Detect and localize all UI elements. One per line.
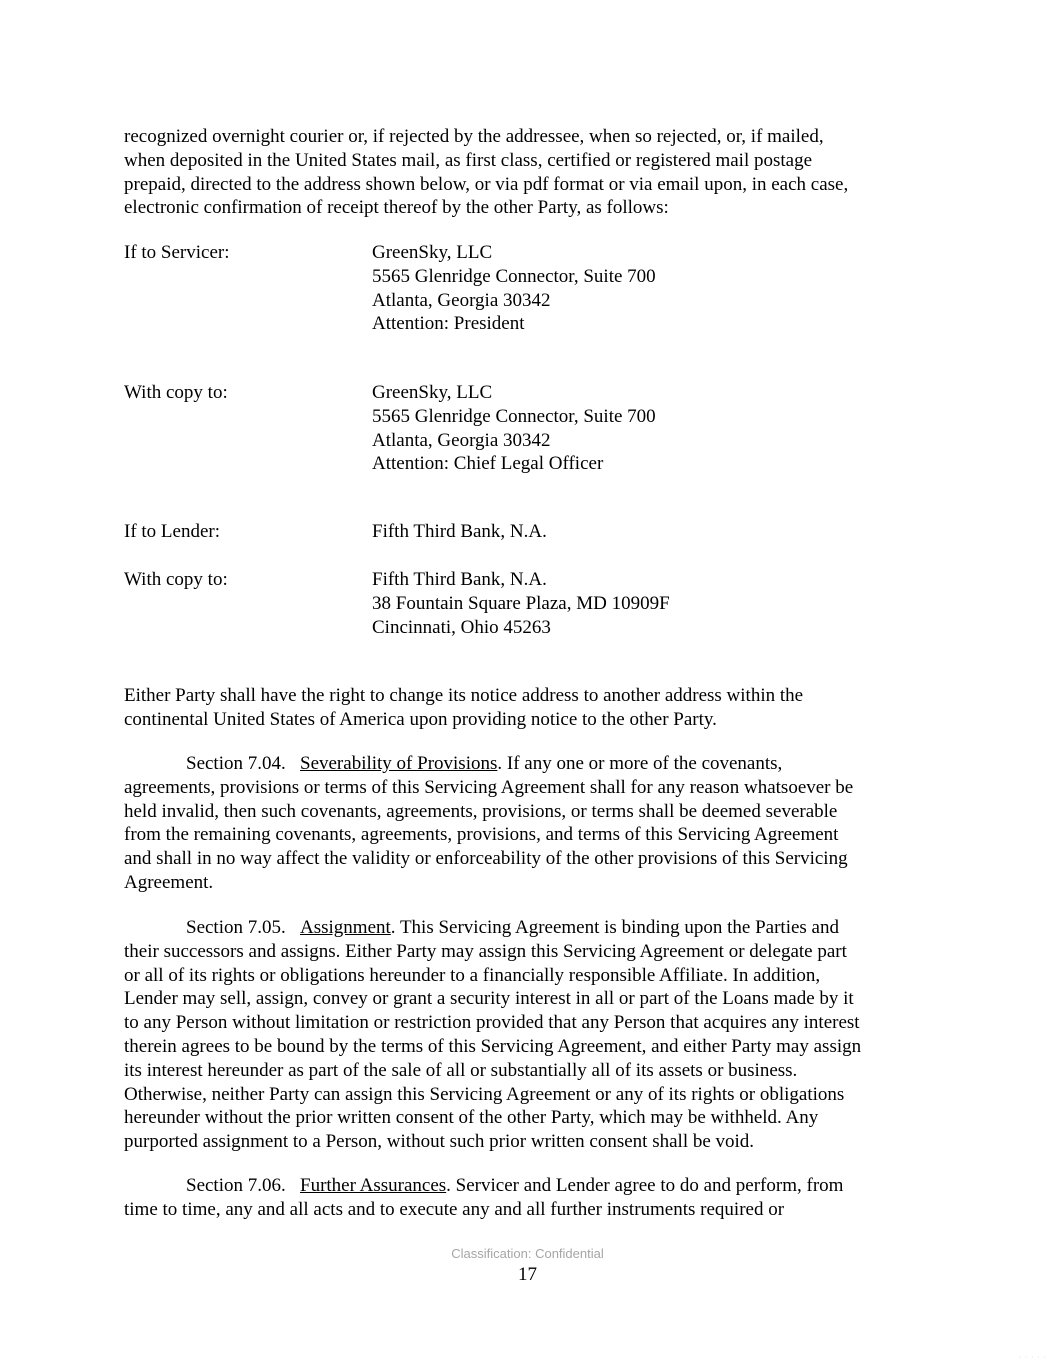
section-heading-line: [124, 1174, 936, 1198]
section-text: . Servicer and Lender agree to do and perform, from: [446, 1175, 844, 1196]
address-line: Attention: President: [372, 313, 525, 335]
address-line: Atlanta, Georgia 30342: [372, 289, 551, 311]
address-line: Cincinnati, Ohio 45263: [372, 616, 551, 638]
notice-label-servicer-copy: With copy to:: [124, 382, 228, 403]
text-line: recognized overnight courier or, if rejected by the addressee, when so rejected, or, if mailed,: [124, 126, 824, 147]
servicer-address: [372, 241, 656, 336]
address-line: Attention: Chief Legal Officer: [372, 453, 604, 475]
servicer-copy-address: [372, 381, 656, 476]
text-line: its interest hereunder as part of the sale of all or substantially all of its assets or business.: [124, 1059, 798, 1081]
text-line: hereunder without the prior written consent of the other Party, which may be withheld. Any: [124, 1107, 819, 1129]
page-number: 17: [518, 1264, 537, 1285]
section-7-05: [124, 916, 936, 1154]
section-number: Section 7.06.: [186, 1175, 286, 1196]
text-line: purported assignment to a Person, without such prior written consent shall be void.: [124, 1131, 755, 1153]
address-line: GreenSky, LLC: [372, 242, 493, 263]
scan-artifact: · · · · ·: [1018, 1354, 1047, 1361]
section-heading-line: [124, 916, 936, 940]
text-line: Either Party shall have the right to change its notice address to another address within the: [124, 685, 804, 706]
text-line: prepaid, directed to the address shown below, or via pdf format or via email upon, in each case,: [124, 173, 849, 195]
text-line: Lender may sell, assign, convey or grant a security interest in all or part of the Loans made by it: [124, 988, 854, 1010]
text-line: agreements, provisions or terms of this Servicing Agreement shall for any reason whatsoever be: [124, 776, 854, 798]
text-line: when deposited in the United States mail, as first class, certified or registered mail postage: [124, 149, 813, 171]
section-title: Assignment: [300, 917, 391, 938]
text-line: and shall in no way affect the validity or enforceability of the other provisions of this Servicing: [124, 848, 848, 870]
text-line: continental United States of America upon providing notice to the other Party.: [124, 708, 717, 730]
text-line: held invalid, then such covenants, agreements, provisions, or terms shall be deemed severable: [124, 800, 838, 822]
address-line: 5565 Glenridge Connector, Suite 700: [372, 405, 656, 427]
notice-label-lender: If to Lender:: [124, 521, 221, 542]
text-line: electronic confirmation of receipt thereof by the other Party, as follows:: [124, 197, 669, 219]
section-number: Section 7.04.: [186, 753, 286, 774]
address-line: Fifth Third Bank, N.A.: [372, 521, 547, 542]
text-line: to any Person without limitation or restriction provided that any Person that acquires any interest: [124, 1012, 860, 1034]
address-line: GreenSky, LLC: [372, 382, 493, 403]
section-title: Further Assurances: [300, 1175, 447, 1196]
lender-copy-address: [372, 568, 670, 639]
intro-paragraph: [124, 125, 936, 220]
text-line: Agreement.: [124, 871, 214, 893]
classification-label: Classification: Confidential: [451, 1246, 604, 1261]
section-text: . This Servicing Agreement is binding upon the Parties and: [390, 917, 839, 938]
notice-label-servicer: If to Servicer:: [124, 242, 230, 263]
text-line: their successors and assigns. Either Party may assign this Servicing Agreement or delegate part: [124, 940, 847, 962]
lender-address: [372, 520, 547, 544]
text-line: Otherwise, neither Party can assign this Servicing Agreement or any of its rights or obligations: [124, 1083, 845, 1105]
notice-label-lender-copy: With copy to:: [124, 569, 228, 590]
address-line: Fifth Third Bank, N.A.: [372, 569, 547, 590]
address-line: 5565 Glenridge Connector, Suite 700: [372, 265, 656, 287]
section-text: . If any one or more of the covenants,: [497, 753, 783, 774]
address-line: Atlanta, Georgia 30342: [372, 429, 551, 451]
address-line: 38 Fountain Square Plaza, MD 10909F: [372, 592, 670, 614]
section-title: Severability of Provisions: [300, 753, 498, 774]
section-heading-line: [124, 752, 936, 776]
text-line: therein agrees to be bound by the terms of this Servicing Agreement, and either Party may assign: [124, 1035, 862, 1057]
section-7-04: [124, 752, 936, 895]
text-line: from the remaining covenants, agreements, provisions, and terms of this Servicing Agreement: [124, 824, 839, 846]
section-7-06: [124, 1174, 936, 1222]
section-number: Section 7.05.: [186, 917, 286, 938]
text-line: or all of its rights or obligations hereunder to a financially responsible Affiliate. In addition,: [124, 964, 821, 986]
text-line: time to time, any and all acts and to execute any and all further instruments required or: [124, 1198, 785, 1220]
change-notice-paragraph: [124, 684, 936, 732]
